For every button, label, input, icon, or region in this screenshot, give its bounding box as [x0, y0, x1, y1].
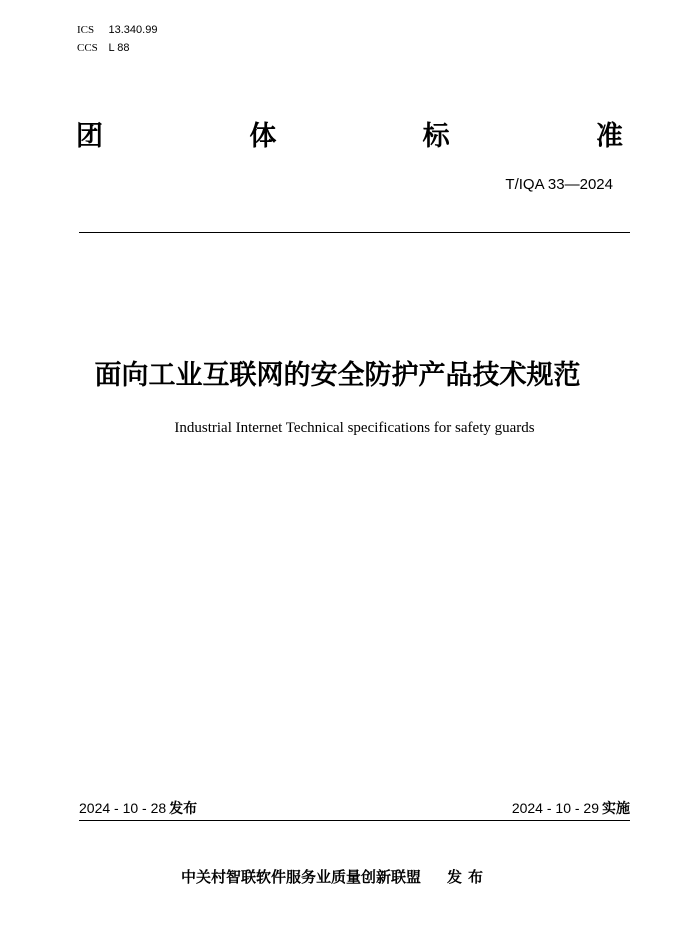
title-english: Industrial Internet Technical specifications for safety guards: [174, 420, 535, 436]
implementation-date: [512, 798, 630, 819]
standard-type-char: 标: [422, 121, 450, 152]
ccs-classification: [77, 41, 130, 55]
publisher: [181, 866, 489, 888]
implementation-date-value: 2024 - 10 - 29: [511, 800, 599, 816]
ics-code: 13.340.99: [108, 24, 158, 36]
ccs-label: CCS: [77, 42, 98, 54]
implementation-date-label: 实施: [602, 801, 630, 817]
issue-date-label: 发布: [169, 801, 198, 817]
standard-type-heading: [76, 120, 623, 154]
standard-number: T/IQA 33—2024: [505, 176, 613, 193]
header-divider: [79, 232, 630, 233]
publisher-name: 中关村智联软件服务业质量创新联盟: [181, 868, 422, 886]
title-chinese: 面向工业互联网的安全防护产品技术规范: [94, 360, 581, 391]
ics-label: ICS: [77, 24, 95, 36]
publisher-action: 发布: [447, 868, 490, 886]
standard-type-char: 团: [76, 121, 103, 152]
ics-classification: [77, 23, 157, 37]
ccs-code: L 88: [108, 42, 130, 54]
issue-date-value: 2024 - 10 - 28: [79, 800, 167, 816]
standard-type-char: 准: [595, 121, 623, 152]
footer-divider: [79, 820, 630, 821]
issue-date: [79, 798, 197, 819]
standard-type-char: 体: [249, 121, 277, 152]
